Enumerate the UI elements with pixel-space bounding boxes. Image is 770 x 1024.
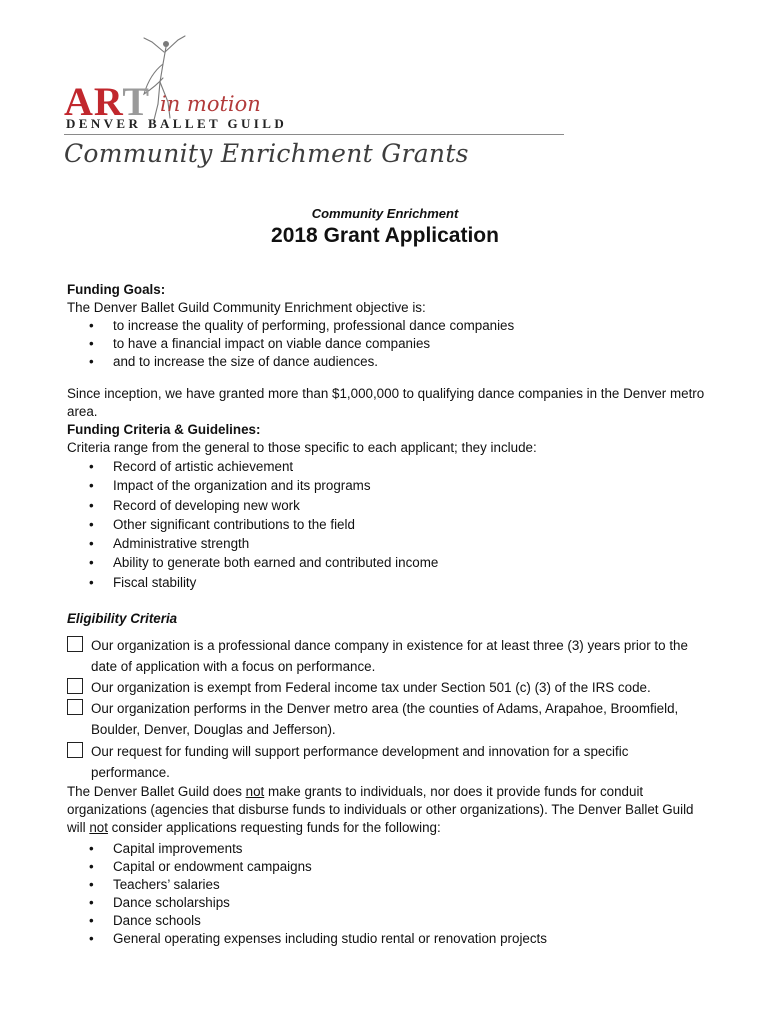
eligibility-heading: Eligibility Criteria — [67, 611, 178, 626]
exclusions-text: consider applications requesting funds for the following: — [107, 820, 441, 835]
exclusions-text: The Denver Ballet Guild does — [67, 784, 246, 799]
exclusions-text: make grants to individuals, nor does it provide funds for conduit organizations (agencies that disburse funds to individuals or other organizations). The Denver Ballet Guild will — [67, 784, 694, 835]
document-title: 2018 Grant Application — [271, 224, 499, 247]
list-item: • Fiscal stability — [67, 573, 727, 592]
list-item: • Dance schools — [67, 912, 727, 930]
exclusions-paragraph — [67, 783, 707, 837]
list-item: • and to increase the size of dance audiences. — [67, 353, 727, 371]
criteria-heading: Funding Criteria & Guidelines: — [67, 422, 261, 437]
list-item: • Record of artistic achievement — [67, 457, 727, 476]
eligibility-text: Our request for funding will support performance development and innovation for a specific performance. — [91, 744, 629, 780]
exclusions-list-wrap — [67, 840, 727, 948]
criteria-section — [67, 421, 727, 592]
eligibility-text: Our organization is exempt from Federal income tax under Section 501 (c) (3) of the IRS code. — [91, 680, 651, 695]
eligibility-item — [67, 635, 707, 677]
list-item: • to increase the quality of performing, professional dance companies — [67, 317, 727, 335]
list-item: • Ability to generate both earned and contributed income — [67, 553, 727, 572]
document-subtitle: Community Enrichment — [311, 206, 459, 221]
eligibility-text: Our organization is a professional dance company in existence for at least three (3) years prior to the date of application with a focus on performance. — [91, 638, 688, 674]
eligibility-checkbox[interactable] — [67, 678, 83, 694]
list-item: • Capital or endowment campaigns — [67, 858, 727, 876]
logo-in-motion-text: in motion — [160, 92, 261, 116]
eligibility-text: Our organization performs in the Denver metro area (the counties of Adams, Arapahoe, Broomfield, Boulder, Denver, Douglas and Jefferson). — [91, 701, 679, 737]
list-item: • Capital improvements — [67, 840, 727, 858]
list-item: • Record of developing new work — [67, 496, 727, 515]
funding-goals-intro: The Denver Ballet Guild Community Enrichment objective is: — [67, 300, 426, 315]
header-divider — [64, 134, 564, 135]
emphasis-not: not — [89, 820, 108, 835]
funding-goals-section — [67, 281, 727, 371]
since-inception-text: Since inception, we have granted more than $1,000,000 to qualifying dance companies in the Denver metro area. — [67, 386, 705, 419]
list-item: • Administrative strength — [67, 534, 727, 553]
eligibility-item — [67, 741, 707, 780]
list-item: • Dance scholarships — [67, 894, 727, 912]
funding-goals-list — [67, 317, 727, 371]
eligibility-checkbox[interactable] — [67, 636, 83, 652]
exclusions-list — [67, 840, 727, 948]
eligibility-item — [67, 677, 707, 698]
funding-goals-heading: Funding Goals: — [67, 282, 166, 297]
eligibility-checkbox[interactable] — [67, 699, 83, 715]
logo-art-word: ART — [64, 79, 151, 124]
banner-title: Community Enrichment Grants — [64, 139, 469, 168]
list-item: • Other significant contributions to the field — [67, 515, 727, 534]
eligibility-checkbox[interactable] — [67, 742, 83, 758]
logo-guild-text: DENVER BALLET GUILD — [66, 116, 288, 131]
list-item: • to have a financial impact on viable dance companies — [67, 335, 727, 353]
list-item: • Impact of the organization and its programs — [67, 476, 727, 495]
criteria-intro: Criteria range from the general to those specific to each applicant; they include: — [67, 440, 537, 455]
criteria-list — [67, 457, 727, 592]
list-item: • Teachers’ salaries — [67, 876, 727, 894]
list-item: • General operating expenses including studio rental or renovation projects — [67, 930, 727, 948]
emphasis-not: not — [245, 784, 265, 799]
eligibility-item — [67, 698, 707, 740]
